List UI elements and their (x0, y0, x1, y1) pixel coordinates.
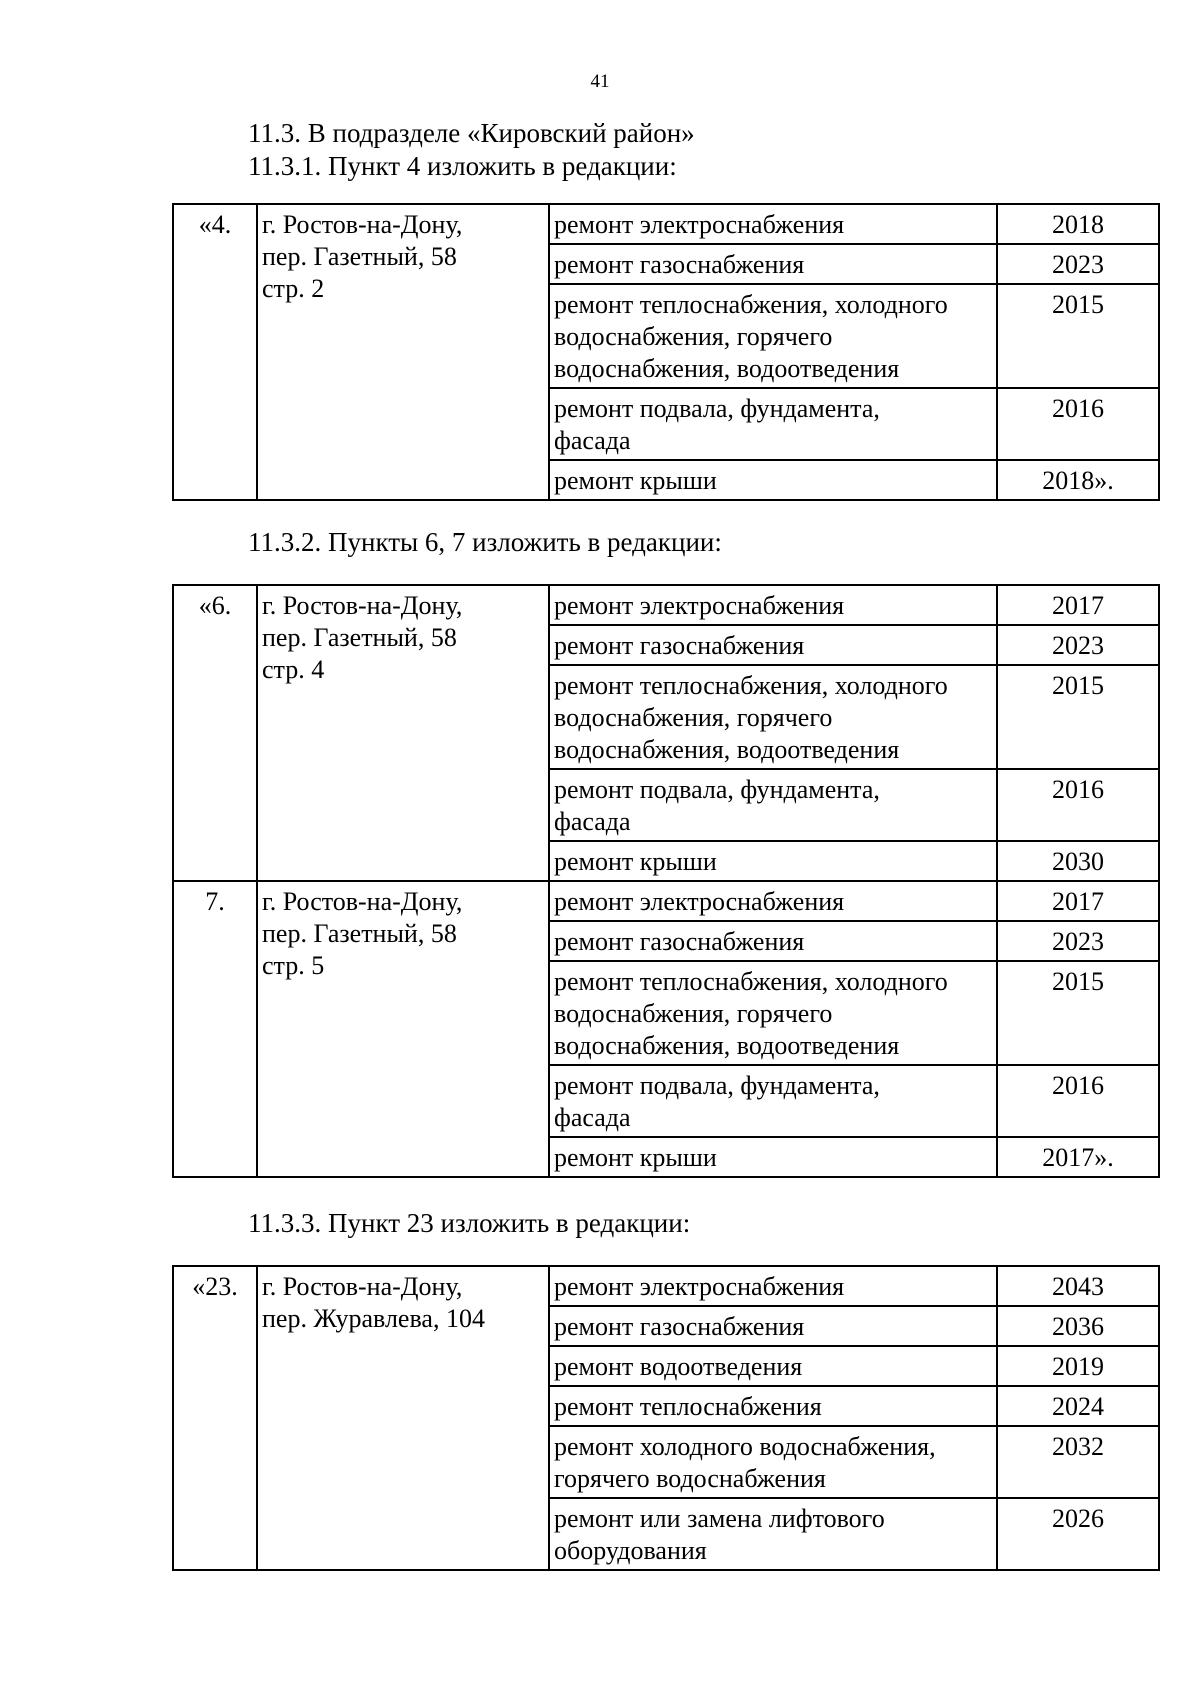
address-line: пер. Журавлева, 104 (262, 1304, 485, 1333)
address-line: г. Ростов-на-Дону, (262, 210, 463, 239)
item-address (257, 1266, 549, 1570)
table-items-6-7 (172, 584, 1160, 1178)
work-line: ремонт или замена лифтового (554, 1504, 885, 1533)
work-type (549, 284, 997, 388)
item-number: «4. (173, 204, 257, 500)
work-year: 2016 (997, 769, 1159, 841)
work-year: 2023 (997, 625, 1159, 665)
heading-11-3-2: 11.3.2. Пункты 6, 7 изложить в редакции: (248, 527, 722, 557)
work-line: ремонт теплоснабжения (554, 1392, 822, 1421)
address-line: г. Ростов-на-Дону, (262, 887, 463, 916)
item-address (257, 585, 549, 881)
page-number: 41 (590, 71, 610, 92)
work-line: водоснабжения, водоотведения (554, 1031, 900, 1060)
work-year: 2017». (997, 1137, 1159, 1177)
work-line: ремонт электроснабжения (554, 591, 845, 620)
work-type (549, 244, 997, 284)
work-line: ремонт газоснабжения (554, 927, 805, 956)
item-address (257, 204, 549, 500)
work-line: водоснабжения, горячего (554, 322, 833, 351)
work-type (549, 881, 997, 921)
address-line: г. Ростов-на-Дону, (262, 591, 463, 620)
work-type (549, 625, 997, 665)
work-line: водоснабжения, горячего (554, 999, 833, 1028)
item-address (257, 881, 549, 1177)
address-line: стр. 2 (262, 274, 325, 303)
work-year: 2016 (997, 1065, 1159, 1137)
work-line: ремонт газоснабжения (554, 1312, 805, 1341)
work-year: 2023 (997, 244, 1159, 284)
work-type (549, 585, 997, 625)
work-year: 2017 (997, 585, 1159, 625)
work-line: горячего водоснабжения (554, 1464, 826, 1493)
work-type (549, 665, 997, 769)
work-year: 2026 (997, 1498, 1159, 1570)
heading-11-3-1: 11.3.1. Пункт 4 изложить в редакции: (248, 151, 677, 181)
work-year: 2015 (997, 961, 1159, 1065)
work-line: водоснабжения, горячего (554, 703, 833, 732)
work-year: 2015 (997, 284, 1159, 388)
work-line: ремонт электроснабжения (554, 887, 845, 916)
work-year: 2019 (997, 1346, 1159, 1386)
work-line: ремонт подвала, фундамента, (554, 1071, 880, 1100)
work-line: ремонт теплоснабжения, холодного (554, 290, 948, 319)
work-line: ремонт подвала, фундамента, (554, 775, 880, 804)
work-line: водоснабжения, водоотведения (554, 354, 900, 383)
work-line: ремонт теплоснабжения, холодного (554, 671, 948, 700)
work-year: 2043 (997, 1266, 1159, 1306)
work-type (549, 921, 997, 961)
work-line: ремонт крыши (554, 466, 717, 495)
work-type (549, 1346, 997, 1386)
work-line: ремонт подвала, фундамента, (554, 394, 880, 423)
address-line: пер. Газетный, 58 (262, 623, 457, 652)
item-number: «23. (173, 1266, 257, 1570)
table-row (173, 1266, 1159, 1306)
work-line: ремонт электроснабжения (554, 210, 845, 239)
work-year: 2017 (997, 881, 1159, 921)
work-type (549, 1386, 997, 1426)
item-number: «6. (173, 585, 257, 881)
work-type (549, 1266, 997, 1306)
address-line: пер. Газетный, 58 (262, 919, 457, 948)
work-year: 2030 (997, 841, 1159, 881)
table-row (173, 585, 1159, 625)
work-line: ремонт теплоснабжения, холодного (554, 967, 948, 996)
address-line: пер. Газетный, 58 (262, 242, 457, 271)
work-type (549, 460, 997, 500)
work-line: ремонт водоотведения (554, 1352, 803, 1381)
work-year: 2018». (997, 460, 1159, 500)
work-type (549, 1065, 997, 1137)
work-line: оборудования (554, 1536, 707, 1565)
work-year: 2032 (997, 1426, 1159, 1498)
table-row (173, 881, 1159, 921)
work-year: 2036 (997, 1306, 1159, 1346)
work-type (549, 769, 997, 841)
table-row (173, 204, 1159, 244)
address-line: стр. 4 (262, 655, 325, 684)
work-type (549, 1137, 997, 1177)
work-line: ремонт холодного водоснабжения, (554, 1432, 936, 1461)
address-line: стр. 5 (262, 951, 325, 980)
work-year: 2015 (997, 665, 1159, 769)
work-type (549, 961, 997, 1065)
work-type (549, 1498, 997, 1570)
work-line: ремонт электроснабжения (554, 1272, 845, 1301)
heading-11-3-3: 11.3.3. Пункт 23 изложить в редакции: (248, 1208, 691, 1238)
work-line: водоснабжения, водоотведения (554, 735, 900, 764)
work-line: фасада (554, 807, 631, 836)
work-type (549, 388, 997, 460)
table-item-4 (172, 203, 1160, 501)
work-line: ремонт крыши (554, 1143, 717, 1172)
work-line: фасада (554, 426, 631, 455)
heading-section-11-3: 11.3. В подразделе «Кировский район» (248, 118, 695, 148)
work-type (549, 841, 997, 881)
work-type (549, 1426, 997, 1498)
work-line: ремонт газоснабжения (554, 631, 805, 660)
work-year: 2023 (997, 921, 1159, 961)
work-type (549, 1306, 997, 1346)
work-year: 2016 (997, 388, 1159, 460)
work-line: ремонт газоснабжения (554, 250, 805, 279)
table-item-23 (172, 1265, 1160, 1571)
work-year: 2024 (997, 1386, 1159, 1426)
work-type (549, 204, 997, 244)
work-line: фасада (554, 1103, 631, 1132)
address-line: г. Ростов-на-Дону, (262, 1272, 463, 1301)
item-number: 7. (173, 881, 257, 1177)
work-year: 2018 (997, 204, 1159, 244)
work-line: ремонт крыши (554, 847, 717, 876)
